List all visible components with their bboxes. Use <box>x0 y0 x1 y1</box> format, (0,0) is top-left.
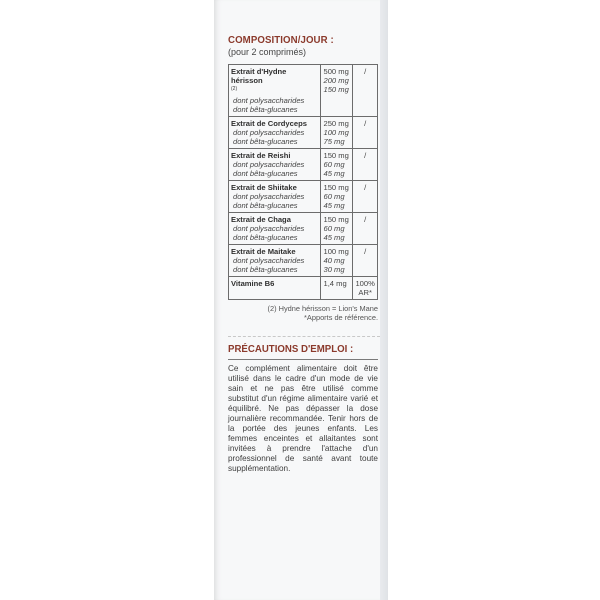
ingredient-row <box>229 244 378 276</box>
ingredient-amount-cell <box>321 180 353 212</box>
composition-table <box>228 64 378 300</box>
precautions-title: PRÉCAUTIONS D'EMPLOI : <box>228 342 354 355</box>
ingredient-name-cell <box>229 116 321 148</box>
sub-component-label: dont bêta-glucanes <box>233 200 298 210</box>
sub-component-amount: 40 mg <box>323 255 345 265</box>
ingredient-amount: 150 mg <box>323 182 349 192</box>
reference-intake-cell: / <box>353 148 378 180</box>
sub-component-label: dont polysaccharides <box>233 255 305 265</box>
sub-component-label: dont bêta-glucanes <box>233 136 298 146</box>
reference-intake-cell: / <box>353 180 378 212</box>
sub-component-amount: 75 mg <box>323 136 345 146</box>
sub-component-amount: 100 mg <box>323 127 349 137</box>
sub-component-label: dont polysaccharides <box>233 191 305 201</box>
sub-component-label: dont bêta-glucanes <box>233 232 298 242</box>
sub-component-amount: 30 mg <box>323 264 345 274</box>
ingredient-name: Extrait de Cordyceps <box>231 118 307 128</box>
ingredient-name-cell <box>229 148 321 180</box>
reference-intake-cell: / <box>353 212 378 244</box>
sub-component-amount: 60 mg <box>323 159 345 169</box>
sub-component-label: dont polysaccharides <box>233 127 305 137</box>
ingredient-name-cell <box>229 180 321 212</box>
reference-intake-cell: / <box>353 65 378 117</box>
ingredient-row <box>229 276 378 299</box>
reference-intake-cell: / <box>353 116 378 148</box>
ingredient-amount: 150 mg <box>323 214 349 224</box>
sub-component-label: dont bêta-glucanes <box>233 168 298 178</box>
sub-component-label: dont polysaccharides <box>233 223 305 233</box>
label-content <box>228 34 380 474</box>
ingredient-name: Extrait d'Hydne hérisson <box>231 67 287 85</box>
ingredient-amount: 100 mg <box>323 246 349 256</box>
sub-component-label: dont bêta-glucanes <box>233 264 298 274</box>
panel-edge <box>380 0 388 600</box>
ingredient-amount-cell <box>321 276 353 299</box>
sub-component-amount: 45 mg <box>323 232 345 242</box>
ingredient-amount-cell <box>321 116 353 148</box>
ingredient-row <box>229 116 378 148</box>
ingredient-row <box>229 212 378 244</box>
section-divider <box>228 336 380 337</box>
footnote-marker: (2) <box>231 86 238 92</box>
ingredient-amount-cell <box>321 148 353 180</box>
sub-component-amount: 45 mg <box>323 168 345 178</box>
footnote-lions-mane: (2) Hydne hérisson = Lion's Mane <box>267 303 378 313</box>
ingredient-amount-cell <box>321 212 353 244</box>
ingredient-row <box>229 148 378 180</box>
ingredient-amount: 250 mg <box>323 118 349 128</box>
ingredient-name: Extrait de Maitake <box>231 246 296 256</box>
composition-table-body <box>229 65 378 300</box>
composition-subtitle: (pour 2 comprimés) <box>228 47 307 57</box>
ingredient-name: Vitamine B6 <box>231 278 275 288</box>
footnotes <box>228 304 378 322</box>
sub-component-label: dont polysaccharides <box>233 159 305 169</box>
ingredient-name: Extrait de Shiitake <box>231 182 297 192</box>
ingredient-name: Extrait de Chaga <box>231 214 291 224</box>
precautions-rule <box>228 359 378 360</box>
sub-component-amount: 60 mg <box>323 223 345 233</box>
ingredient-amount-cell <box>321 244 353 276</box>
ingredient-name-cell <box>229 276 321 299</box>
ingredient-amount: 150 mg <box>323 150 349 160</box>
sub-component-amount: 60 mg <box>323 191 345 201</box>
sub-component-label: dont bêta-glucanes <box>233 104 298 114</box>
sub-component-amount: 45 mg <box>323 200 345 210</box>
ingredient-name-cell <box>229 65 321 117</box>
ingredient-amount: 1,4 mg <box>323 278 347 288</box>
ingredient-amount-cell <box>321 65 353 117</box>
footnote-reference-intake: *Apports de référence. <box>304 312 378 322</box>
composition-title: COMPOSITION/JOUR : <box>228 34 334 46</box>
ingredient-row <box>229 180 378 212</box>
sub-component-amount: 150 mg <box>323 85 349 94</box>
ingredient-row <box>229 65 378 117</box>
sub-component-amount: 200 mg <box>323 76 349 85</box>
precautions-text: Ce complément alimentaire doit être utilisé dans le cadre d'un mode de vie sain et ne pas être utilisé comme substitut d'un régime alimentaire varié et équilibré. Ne pas dépasser la dose journalière recommandée. Tenir hors de la portée des jeunes enfants. Les femmes enceintes et allaitantes sont invitées à prendre l'attache d'un professionnel de santé avant toute supplémentation. <box>228 363 378 473</box>
sub-component-label: dont polysaccharides <box>233 95 305 105</box>
ingredient-name-cell <box>229 212 321 244</box>
ingredient-name: Extrait de Reishi <box>231 150 291 160</box>
ingredient-amount: 500 mg <box>323 67 349 76</box>
reference-intake-cell: / <box>353 244 378 276</box>
reference-intake-cell: 100% AR* <box>353 276 378 299</box>
ingredient-name-cell <box>229 244 321 276</box>
